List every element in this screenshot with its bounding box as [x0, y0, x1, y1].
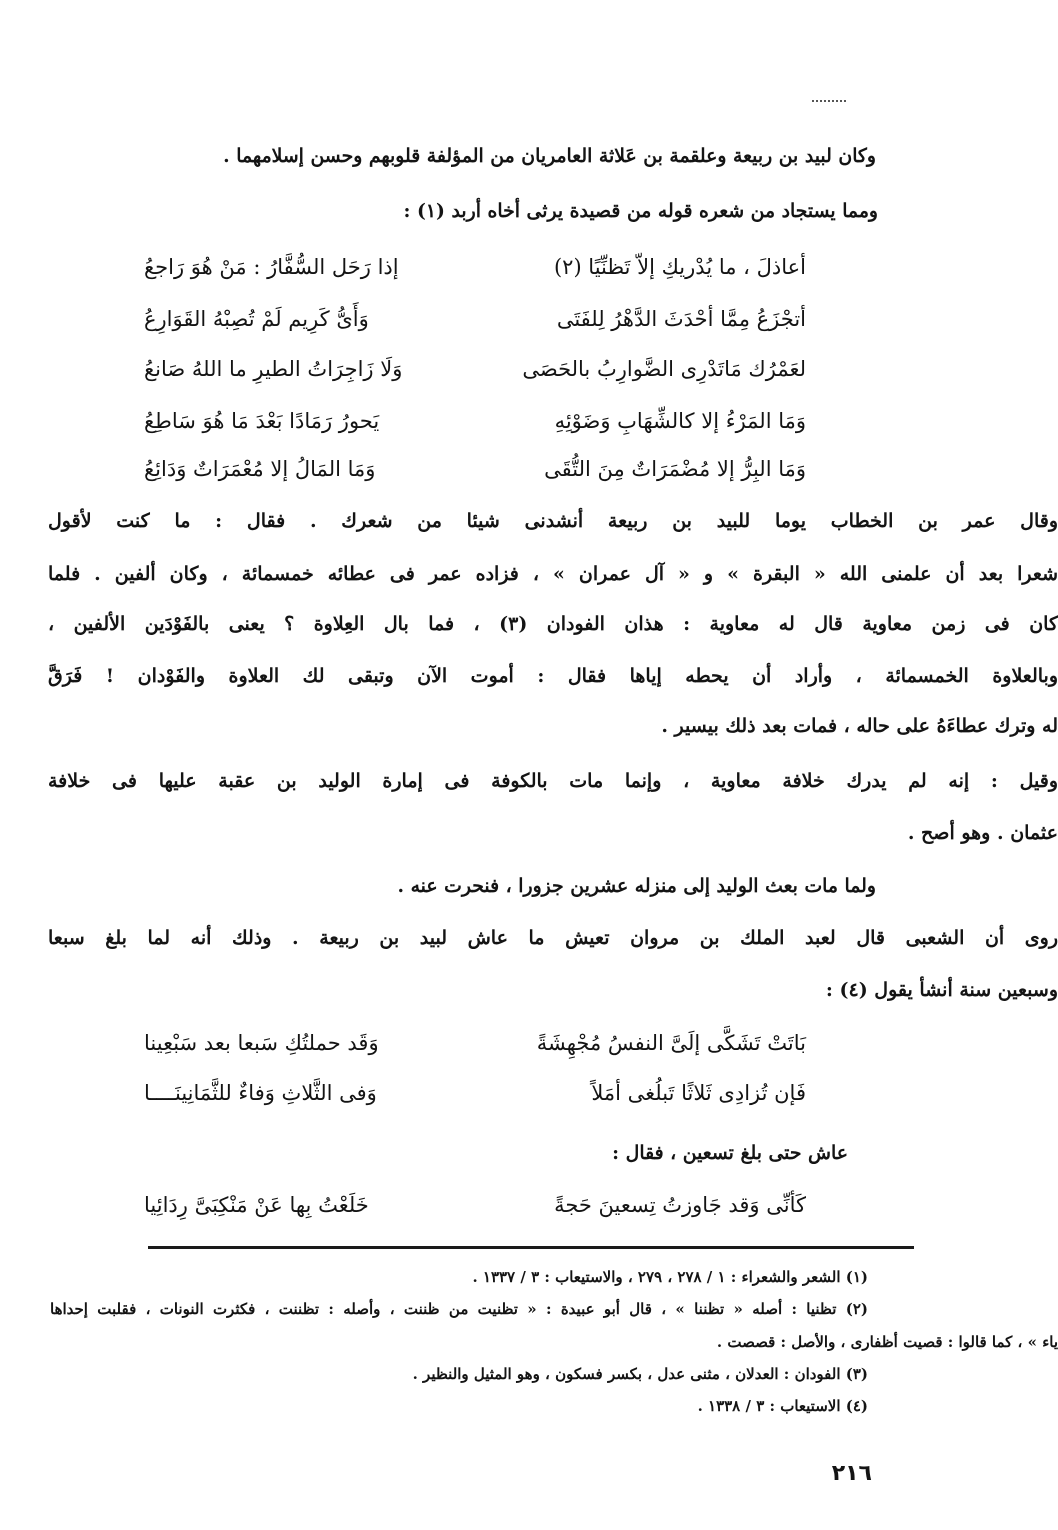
poem3-verse-1-first: كَأنِّى وَقد جَاوزتُ تِسعينَ حَجةً: [554, 1193, 806, 1217]
poem2-verse-2-first: فَإن تُزادِى ثَلاثًا تَبلُغى أمَلاً: [591, 1081, 806, 1105]
footnote-2-cont: ياء » ، كما قالوا : قصيت أظفارى ، والأصل : قصصت .: [716, 1333, 1058, 1351]
footnote-4: (٤) الاستيعاب : ٣ / ١٣٣٨ .: [697, 1397, 868, 1415]
poem1-verse-1-first: أعاذلَ ، ما يُدْريكِ إلاّ تَظنِّيًا (٢): [553, 255, 806, 279]
poem1-verse-2-first: أتجْزَعُ مِمَّا أحْدَثَ الدَّهْرُ لِلفَتَى: [556, 307, 806, 331]
ninety-line: عاش حتى بلغ تسعين ، فقال :: [612, 1142, 848, 1164]
intro-line-2: ومما يستجاد من شعره قوله من قصيدة يرثى أخاه أربد (١) :: [403, 200, 878, 222]
umar-line-2: شعرا بعد أن علمنى الله « البقرة » و « آل عمران » ، فزاده عمر فى عطائه خمسمائة ، وكان ألفين . فلما: [48, 563, 1058, 585]
poem3-verse-1-second: خَلَعْتُ بِها عَنْ مَنْكِبَىَّ رِدَائِيا: [144, 1193, 369, 1217]
intro-line-1: وكان لبيد بن ربيعة وعلقمة بن عَلاثة العامريان من المؤلفة قلوبهم وحسن إسلامهما .: [223, 145, 876, 167]
umar-line-4: وبالعلاوة الخمسمائة ، وأراد أن يحطه إياها فقال : أموت الآن وتبقى لك العلاوة والفَوْدان ! فَرَقَّ: [48, 665, 1058, 687]
poem1-verse-4-first: وَمَا المَرْءُ إلا كالشِّهَابِ وَضَوْئِهِ: [554, 409, 806, 433]
poem1-verse-3-first: لعَمْرُك مَاتَدْرِى الضَّوارِبُ بالحَصَى: [522, 357, 806, 381]
header-dots: [812, 100, 846, 102]
qila-line-2: عثمان . وهو أصح .: [907, 822, 1058, 844]
shabi-line-1: روى أن الشعبى قال لعبد الملك بن مروان تعيش ما عاش لبيد بن ربيعة . وذلك أنه لما بلغ سبعا: [48, 927, 1058, 949]
poem1-verse-5-first: وَمَا البِرُّ إلا مُضْمَرَاتٌ مِنَ التُّقَى: [544, 457, 806, 481]
umar-line-3: كان فى زمن معاوية قال له معاوية : هذان الفودان (٣) ، فما بال العِلاوة ؟ يعنى بالفَوْدَين الألفين ،: [48, 613, 1058, 635]
shabi-line-2: وسبعين سنة أنشأ يقول (٤) :: [825, 979, 1058, 1001]
poem1-verse-3-second: وَلَا زَاجِرَاتُ الطيرِ ما اللهُ صَانعُ: [144, 357, 403, 381]
umar-line-5: له وترك عطاءَهُ على حاله ، فمات بعد ذلك بيسير .: [661, 715, 1058, 737]
poem1-verse-5-second: وَمَا المَالُ إلا مُعْمَرَاتٌ وَدَائِعُ: [144, 457, 376, 481]
footnote-divider: [148, 1246, 914, 1249]
poem1-verse-4-second: يَحورُ رَمَادًا بَعْدَ مَا هُوَ سَاطِعُ: [144, 409, 380, 433]
footnote-3: (٣) الفودان : العدلان ، مثنى عدل ، بكسر فسكون ، وهو المثيل والنظير .: [412, 1365, 868, 1383]
poem1-verse-1-second: إذا رَحَل السُّفَّارُ : مَنْ هُوَ رَاجعُ: [144, 255, 399, 279]
qila-line-1: وقيل : إنه لم يدرك خلافة معاوية ، وإنما مات بالكوفة فى إمارة الوليد بن عقبة عليها فى خلافة: [48, 770, 1058, 792]
footnote-1: (١) الشعر والشعراء : ١ / ٢٧٨ ، ٢٧٩ ، والاستيعاب : ٣ / ١٣٣٧ .: [472, 1268, 868, 1286]
page-number: ٢١٦: [831, 1461, 872, 1486]
poem2-verse-2-second: وَفى الثَّلاثِ وَفاءٌ للثَّمَانِينَــــا: [144, 1081, 377, 1105]
poem2-verse-1-second: وَقَد حملتُكِ سَبعا بعد سَبْعِينا: [144, 1031, 379, 1055]
walid-line: ولما مات بعث الوليد إلى منزله عشرين جزورا ، فنحرت عنه .: [397, 875, 876, 897]
footnote-2: (٢) تظنيا : أصله « تظننا » ، قال أبو عبيدة : « تظنيت من ظننت ، وأصله : تظننت ، فكثرت النونات ، فقلبت إحداها: [50, 1300, 868, 1318]
poem1-verse-2-second: وَأَىُّ كَرِيم لَمْ تُصِبْهُ القَوَارِعُ: [144, 307, 369, 331]
poem2-verse-1-first: بَاتَتْ تَشَكَّى إلَىَّ النفسُ مُجْهِشَةً: [536, 1031, 806, 1055]
umar-line-1: وقال عمر بن الخطاب يوما للبيد بن ربيعة أنشدنى شيئا من شعرك . فقال : ما كنت لأقول: [48, 510, 1058, 532]
